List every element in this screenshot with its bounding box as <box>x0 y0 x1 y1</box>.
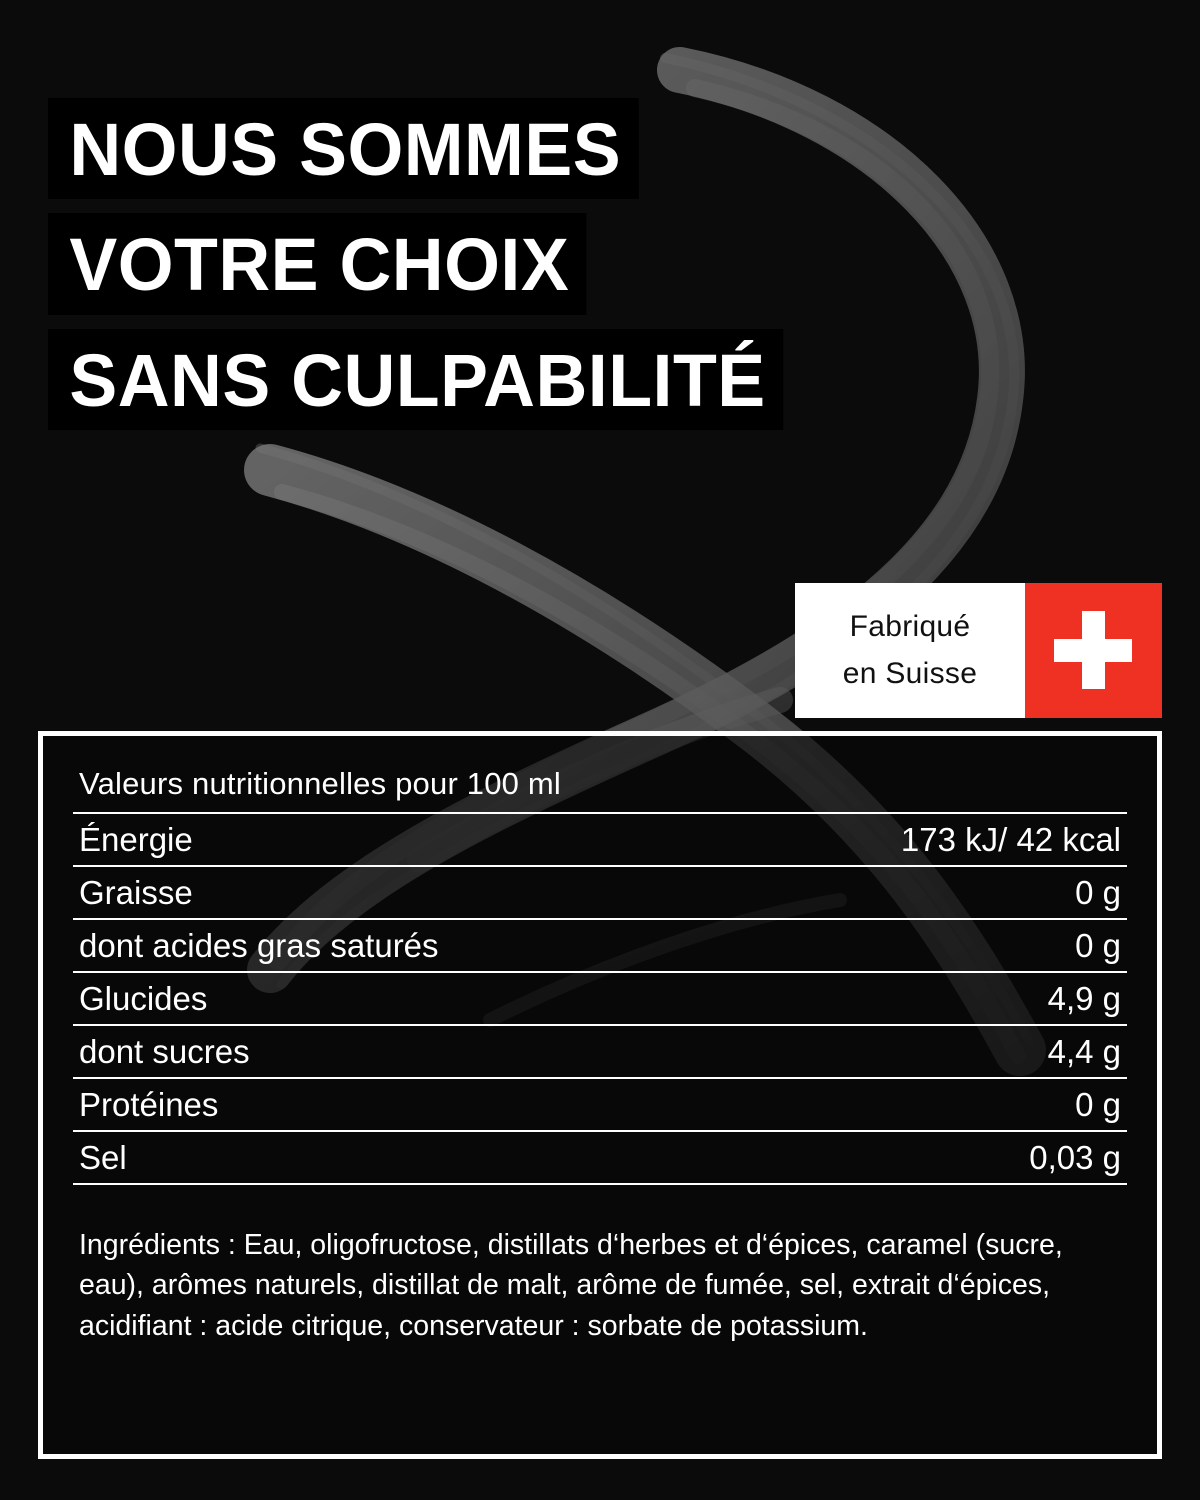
table-row <box>73 1131 1127 1184</box>
badge-text-line-1: Fabriqué <box>849 610 971 643</box>
nutrient-label: Glucides <box>73 972 722 1025</box>
nutrient-label: Graisse <box>73 866 722 919</box>
badge-text-line-2: en Suisse <box>842 656 978 690</box>
swiss-flag-icon <box>1025 583 1162 718</box>
nutrient-value: 0 g <box>722 866 1127 919</box>
nutrient-value: 0 g <box>722 919 1127 972</box>
nutrient-label: Sel <box>73 1131 722 1184</box>
nutrient-label: dont acides gras saturés <box>73 919 722 972</box>
table-row <box>73 919 1127 972</box>
headline-line-2: VOTRE CHOIX <box>48 213 587 314</box>
nutrient-value: 4,4 g <box>722 1025 1127 1078</box>
nutrition-panel <box>38 731 1162 1459</box>
swiss-cross-horizontal <box>1054 639 1132 662</box>
nutrition-title: Valeurs nutritionnelles pour 100 ml <box>79 766 562 801</box>
nutrient-label: dont sucres <box>73 1025 722 1078</box>
headline <box>48 98 1148 444</box>
nutrition-table <box>73 812 1127 1185</box>
table-row <box>73 1078 1127 1131</box>
badge-text <box>795 583 1025 718</box>
nutrient-label: Énergie <box>73 813 722 866</box>
headline-line-3: SANS CULPABILITÉ <box>48 329 783 430</box>
nutrient-value: 0 g <box>722 1078 1127 1131</box>
table-row <box>73 1025 1127 1078</box>
nutrient-value: 173 kJ/ 42 kcal <box>722 813 1127 866</box>
nutrient-label: Protéines <box>73 1078 722 1131</box>
nutrient-value: 0,03 g <box>722 1131 1127 1184</box>
table-row <box>73 972 1127 1025</box>
nutrient-value: 4,9 g <box>722 972 1127 1025</box>
table-row <box>73 813 1127 866</box>
ingredients-text: Ingrédients : Eau, oligofructose, distillats d‘herbes et d‘épices, caramel (sucre, eau), arômes naturels, distillat de malt, arôme de fumée, sel, extrait d‘épices, acidifiant : acide citrique, conservateur : sorbate de potassium. <box>79 1229 1063 1342</box>
table-row <box>73 866 1127 919</box>
headline-line-1: NOUS SOMMES <box>48 98 639 199</box>
made-in-switzerland-badge <box>795 583 1162 718</box>
